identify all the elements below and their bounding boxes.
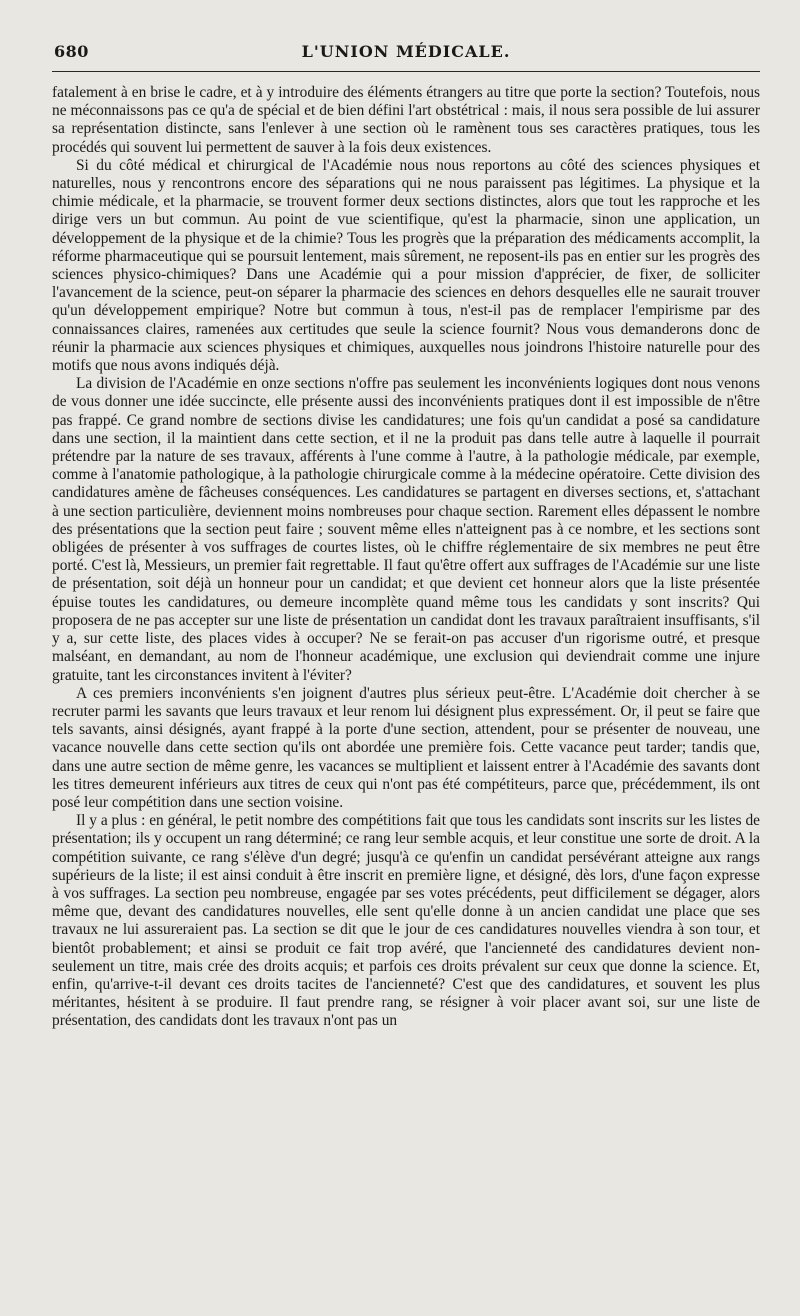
header-rule bbox=[52, 71, 760, 72]
paragraph-5: Il y a plus : en général, le petit nombre des compétitions fait que tous les candidats sont inscrits sur les listes de présentation; ils y occupent un rang déterminé; ce rang leur semble acquis, et leur constitue une sorte de droit. A la compétition suivante, ce rang s'élève d'un degré; jusqu'à ce qu'enfin un candidat persévérant atteigne aux rangs supérieurs de la liste; il est ainsi conduit à être inscrit en première ligne, et désigné, dès lors, d'une façon expresse à vos suffrages. La section peu nombreuse, engagée par ses votes précédents, peut difficilement se dégager, alors même que, devant des candidatures nouvelles, elle sent qu'elle donne à un ancien candidat une place que ses travaux ne lui assureraient pas. La section se dit que le jour de ces candidatures nouvelles viendra à son tour, et bientôt probablement; et ainsi se produit ce fait trop avéré, que l'ancienneté des candidatures devient non-seulement un titre, mais crée des droits acquis; et parfois ces droits prévalent sur ceux que donne la science. Et, enfin, qu'arrive-t-il devant ces droits tacites de l'ancienneté? C'est que des candidatures, et souvent les plus méritantes, hésitent à se produire. Il faut prendre rang, se résigner à voir placer avant soi, sur une liste de présentation, des candidats dont les travaux n'ont pas un bbox=[52, 812, 760, 1030]
paragraph-3: La division de l'Académie en onze sections n'offre pas seulement les inconvénients logiques dont nous venons de vous donner une idée succincte, elle présente aussi des inconvénients pratiques dont il est impossible de n'être pas frappé. Ce grand nombre de sections divise les candidatures; une fois qu'un candidat a posé sa candidature dans une section, il la maintient dans cette section, et il ne la produit pas dans telle autre à laquelle il pourrait prétendre par la nature de ses travaux, afférents à l'une comme à l'autre, à la pathologie médicale, par exemple, comme à l'anatomie pathologique, à la pathologie chirurgicale comme à la médecine opératoire. Cette division des candidatures amène de fâcheuses conséquences. Les candidatures se partagent en diverses sections, et, s'attachant à une section particulière, deviennent moins nombreuses pour chaque section. Rarement elles dépassent le nombre des présentations que la section peut faire ; souvent même elles n'atteignent pas à ce nombre, et les sections sont obligées de présenter à vos suffrages de courtes listes, où le chiffre réglementaire de six membres ne peut être porté. C'est là, Messieurs, un premier fait regrettable. Il faut qu'être offert aux suffrages de l'Académie sur une liste de présentation, soit déjà un honneur pour un candidat; et que devient cet honneur alors que la liste présentée épuise toutes les candidatures, ou demeure incomplète quand même tous les candidats y sont inscrits? Qui proposera de ne pas accepter sur une liste de présentation un candidat dont les travaux paraîtraient insuffisants, s'il y a, sur cette liste, des places vides à occuper? Ne se ferait-on pas accuser d'un rigorisme outré, et presque malséant, en demandant, au nom de l'honneur académique, une exclusion qui deviendrait comme une injure gratuite, tant les circonstances invitent à l'éviter? bbox=[52, 375, 760, 684]
body-text bbox=[52, 84, 760, 1031]
running-head bbox=[52, 34, 760, 68]
paragraph-2: Si du côté médical et chirurgical de l'Académie nous nous reportons au côté des sciences physiques et naturelles, nous y rencontrons encore des séparations qui ne nous paraissent pas légitimes. La physique et la chimie médicale, et la pharmacie, se trouvent former deux sections distinctes, alors que tout les rapproche et les dirige vers un but commun. Au point de vue scientifique, qu'est la pharmacie, sinon une application, un développement de la physique et de la chimie? Tous les progrès que la préparation des médicaments accomplit, la réforme pharmaceutique qui se poursuit lentement, mais sûrement, ne reposent-ils pas en entier sur les progrès des sciences physico-chimiques? Dans une Académie qui a pour mission d'apprécier, de fixer, de solliciter l'avancement de la science, peut-on séparer la pharmacie des sciences en dehors desquelles elle ne saurait trouver qu'un développement empirique? Notre but commun à tous, n'est-il pas de remplacer l'empirisme par des connaissances claires, ramenées aux certitudes que seule la science fournit? Nous vous demanderons donc de réunir la pharmacie aux sciences physiques et chimiques, auxquelles nous joindrons l'histoire naturelle pour des motifs que nous avons indiqués déjà. bbox=[52, 156, 760, 375]
journal-title: L'UNION MÉDICALE. bbox=[301, 42, 511, 61]
paragraph-1: fatalement à en brise le cadre, et à y introduire des éléments étrangers au titre que porte la section? Toutefois, nous ne méconnaissons pas ce qu'a de spécial et de bien défini l'art obstétrical : mais, il nous sera possible de lui assurer sa représentation distincte, sans l'enlever à une section où le ramènent tous ses caractères pratiques, tous les procédés qui souvent lui permettent de sauver à la fois deux existences. bbox=[52, 84, 760, 156]
page-number: 680 bbox=[54, 42, 89, 61]
paragraph-4: A ces premiers inconvénients s'en joignent d'autres plus sérieux peut-être. L'Académie doit chercher à se recruter parmi les savants que leurs travaux et leur renom lui désignent plus expressément. Or, il peut se faire que tels savants, ainsi désignés, ayant frappé à la porte d'une section, attendent, pour se présenter de nouveau, une vacance nouvelle dans cette section qu'ils ont abordée une première fois. Cette vacance peut tarder; tandis que, dans une autre section de même genre, les vacances se multiplient et laissent entrer à l'Académie des savants dont les titres demeurent inférieurs aux titres de ceux qui n'ont pas été compétiteurs, parce que, précédemment, ils ont posé leur compétition dans une section voisine. bbox=[52, 684, 760, 811]
